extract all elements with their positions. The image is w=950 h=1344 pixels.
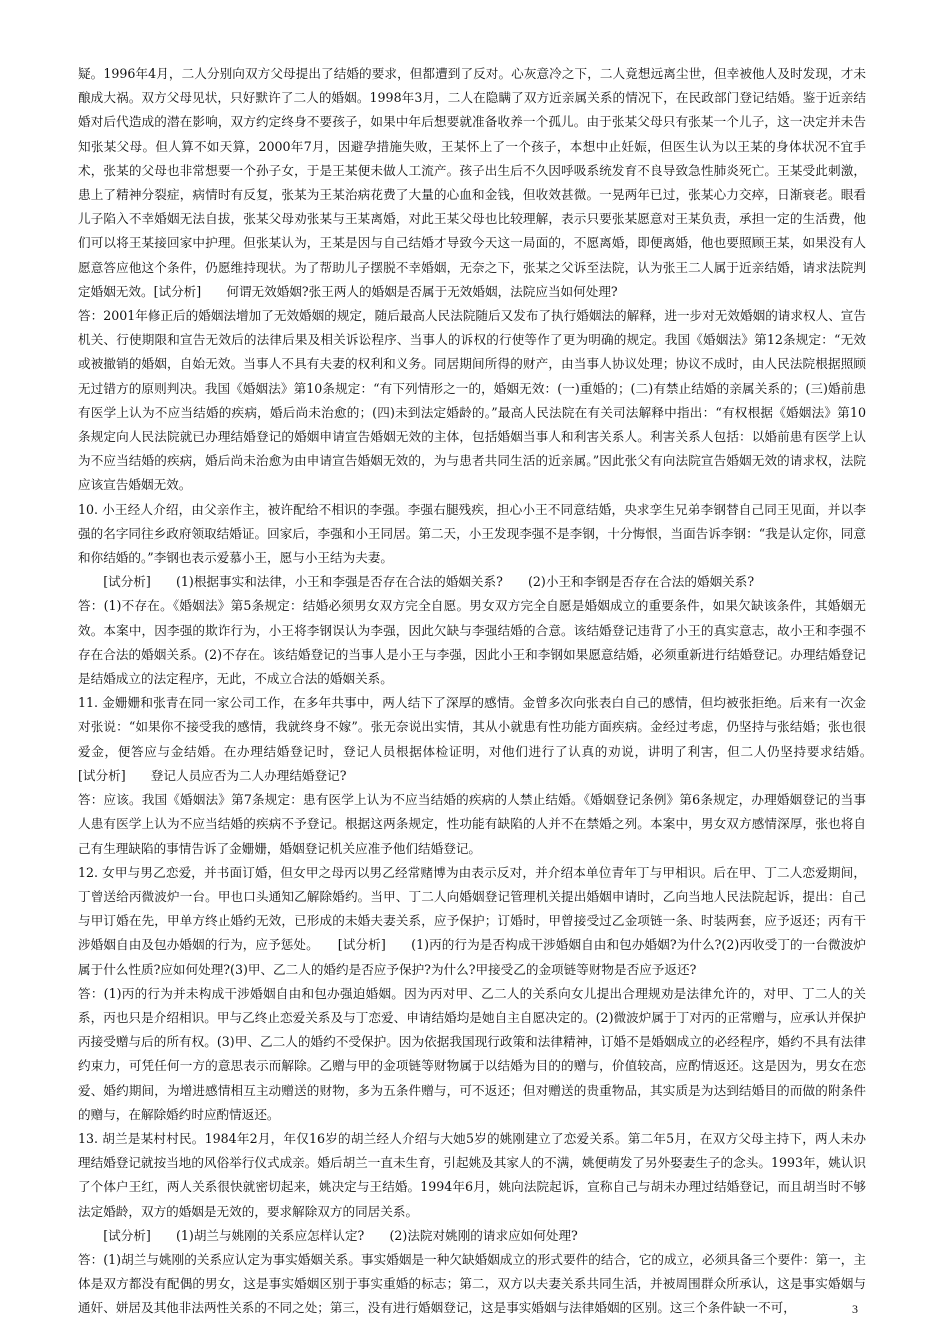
paragraph-case-9-fact-continued: 疑。1996年4月，二人分别向双方父母提出了结婚的要求，但都遭到了反对。心灰意冷之下，二人竟想远离尘世，但幸被他人及时发现，才未酿成大祸。双方父母见状，只好默许了二人的婚姻。1998年3月，二人在隐瞒了双方近亲属关系的情况下，在民政部门登记结婚。鉴于近亲结婚对后代造成的潜在影响，双方约定终身不要孩子，如果中年后想要就准备收养一个孤儿。由于张某父母只有张某一个儿子，这一决定并未告知张某父母。但人算不如天算，2000年7月，因避孕措施失败，王某怀上了一个孩子，本想中止妊娠，但医生认为以王某的身体状况不宜手术，张某的父母也非常想要一个孙子女，于是王某便未做人工流产。孩子出生后不久因呼吸系统发育不良导致急性肺炎死亡。王某受此刺激，患上了精神分裂症，病情时有反复，张某为王某治病花费了大量的心血和金钱，但收效甚微。一晃两年已过，张某心力交瘁，日渐衰老。眼看儿子陷入不幸婚姻无法自拔，张某父母劝张某与王某离婚，对此王某父母也比较理解，表示只要张某愿意对王某负责，承担一定的生活费，他们可以将王某接回家中护理。但张某认为，王某是因与自己结婚才导致今天这一局面的，不愿离婚，即便离婚，他也要照顾王某，如果没有人愿意答应他这个条件，仍愿维持现状。为了帮助儿子摆脱不幸婚姻，无奈之下，张某之父诉至法院，认为张王二人属于近亲结婚，请求法院判定婚姻无效。[试分析] 何谓无效婚姻?张王两人的婚姻是否属于无效婚姻，法院应当如何处理? [78, 66, 866, 299]
page-number: 3 [852, 1302, 858, 1316]
paragraph-case-13-fact: 13. 胡兰是某村村民。1984年2月，年仅16岁的胡兰经人介绍与大她5岁的姚刚建立了恋爱关系。第二年5月，在双方父母主持下，两人未办理结婚登记就按当地的风俗举行仪式成亲。婚后胡兰一直未生育，引起姚及其家人的不满，姚便萌发了另外娶妻生子的念头。1993年，姚认识了个体户王红，两人关系很快就密切起来，姚决定与王结婚。1994年6月，姚向法院起诉，宣称自己与胡未办理过结婚登记，而且胡当时不够法定婚龄，双方的婚姻是无效的，要求解除双方的同居关系。 [78, 1130, 866, 1219]
paragraph-case-12-answer: 答：(1)丙的行为并未构成干涉婚姻自由和包办强迫婚姻。因为丙对甲、乙二人的关系向女儿提出合理规劝是法律允许的，对甲、丁二人的关系，丙也只是介绍相识。甲与乙终止恋爱关系及与丁恋爱、申请结婚均是她自主自愿决定的。(2)微波炉属于丁对丙的正常赠与，应承认并保护丙接受赠与后的所有权。(3)甲、乙二人的婚约不受保护。因为依据我国现行政策和法律精神，订婚不是婚姻成立的必经程序，婚约不具有法律约束力，可凭任何一方的意思表示而解除。乙赠与甲的金项链等财物属于以结婚为目的的赠与，价值较高，应酌情返还。这是因为，男女在恋爱、婚约期间，为增进感情相互主动赠送的财物，多为五条件赠与，可不返还；但对赠送的贵重物品，其实质是为达到结婚目的而做的附条件的赠与，在解除婚约时应酌情返还。 [78, 985, 866, 1122]
paragraph-case-12-fact: 12. 女甲与男乙恋爱，并书面订婚，但女甲之母丙以男乙经常赌博为由表示反对，并介绍本单位青年丁与甲相识。后在甲、丁二人恋爱期间，丁曾送给丙微波炉一台。甲也口头通知乙解除婚约。当甲、丁二人向婚姻登记管理机关提出婚姻申请时，乙向当地人民法院起诉，提出：自己与甲订婚在先，甲单方终止婚约无效，已形成的未婚夫妻关系，应予保护；订婚时，甲曾接受过乙金项链一条、时装两套，应予返还；丙有干涉婚姻自由及包办婚姻的行为，应予惩处。 [试分析] (1)丙的行为是否构成干涉婚姻自由和包办婚姻?为什么?(2)丙收受丁的一台微波炉属于什么性质?应如何处理?(3)甲、乙二人的婚约是否应予保护?为什么?甲接受乙的金项链等财物是否应予返还? [78, 864, 866, 977]
paragraph-case-13-question: [试分析] (1)胡兰与姚刚的关系应怎样认定? (2)法院对姚刚的请求应如何处理? [103, 1227, 578, 1243]
paragraph-case-13-answer: 答：(1)胡兰与姚刚的关系应认定为事实婚姻关系。事实婚姻是一种欠缺婚姻成立的形式要件的结合，它的成立，必须具备三个要件：第一，主体是双方都没有配偶的男女，这是事实婚姻区别于事实重婚的标志；第二，双方以夫妻关系共同生活，并被周围群众所承认，这是事实婚姻与通奸、姘居及其他非法两性关系的不同之处；第三，没有进行婚姻登记，这是事实婚姻与法律婚姻的区别。这三个条件缺一不可， [78, 1251, 866, 1316]
paragraph-case-10-question: [试分析] (1)根据事实和法律，小王和李强是否存在合法的婚姻关系? (2)小王和李钢是否存在合法的婚姻关系? [103, 574, 755, 590]
paragraph-case-11-answer: 答：应该。我国《婚姻法》第7条规定：患有医学上认为不应当结婚的疾病的人禁止结婚。《婚姻登记条例》第6条规定，办理婚姻登记的当事人患有医学上认为不应当结婚的疾病不予登记。根据这两条规定，性功能有缺陷的人并不在禁婚之列。本案中，男女双方感情深厚，张也将自己有生理缺陷的事情告诉了金姗姗，婚姻登记机关应准予他们结婚登记。 [78, 792, 866, 856]
paragraph-case-11-fact: 11. 金姗姗和张青在同一家公司工作，在多年共事中，两人结下了深厚的感情。金曾多次向张表白自己的感情，但均被张拒绝。后来有一次金对张说：“如果你不接受我的感情，我就终身不嫁”。张无奈说出实情，其从小就患有性功能方面疾病。金经过考虑，仍坚持与张结婚；张也很爱金，便答应与金结婚。在办理结婚登记时，登记人员根据体检证明，对他们进行了认真的劝说，讲明了利害，但二人仍坚持要求结婚。 [试分析] 登记人员应否为二人办理结婚登记? [78, 695, 892, 783]
paragraph-case-10-fact: 10. 小王经人介绍，由父亲作主，被许配给不相识的李强。李强右腿残疾，担心小王不同意结婚，央求孪生兄弟李钢替自己同王见面，并以李强的名字同往乡政府领取结婚证。回家后，李强和小王同居。第二天，小王发现李强不是李钢，十分悔恨，当面告诉李钢：“我是认定你，同意和你结婚的。”李钢也表示爱慕小王，愿与小王结为夫妻。 [78, 501, 866, 566]
paragraph-case-9-answer: 答：2001年修正后的婚姻法增加了无效婚姻的规定，随后最高人民法院随后又发布了执行婚姻法的解释，进一步对无效婚姻的请求权人、宣告机关、行使期限和宣告无效后的法律后果及相关诉讼程序、当事人的诉权的行使等作了更为明确的规定。我国《婚姻法》第12条规定：“无效或被撤销的婚姻，自始无效。当事人不具有夫妻的权利和义务。同居期间所得的财产，由当事人协议处理；协议不成时，由人民法院根据照顾无过错方的原则判决。我国《婚姻法》第10条规定：“有下列情形之一的，婚姻无效：(一)重婚的；(二)有禁止结婚的亲属关系的；(三)婚前患有医学上认为不应当结婚的疾病，婚后尚未治愈的；(四)未到法定婚龄的。”最高人民法院在有关司法解释中指出：“有权根据《婚姻法》第10条规定向人民法院就已办理结婚登记的婚姻申请宣告婚姻无效的主体，包括婚姻当事人和利害关系人。利害关系人包括：以婚前患有医学上认为不应当结婚的疾病，婚后尚未治愈为由申请宣告婚姻无效的，为与患者共同生活的近亲属。”因此张父有向法院宣告婚姻无效的请求权，法院应该宣告婚姻无效。 [78, 308, 866, 493]
document-body [78, 62, 892, 1321]
paragraph-case-10-answer: 答：(1)不存在。《婚姻法》第5条规定：结婚必须男女双方完全自愿。男女双方完全自愿是婚姻成立的重要条件，如果欠缺该条件，其婚姻无效。本案中，因李强的欺诈行为，小王将李钢误认为李强，因此欠缺与李强结婚的合意。该结婚登记违背了小王的真实意志，故小王和李强不存在合法的婚姻关系。(2)不存在。该结婚登记的当事人是小王与李强，因此小王和李钢如果愿意结婚，必须重新进行结婚登记。办理结婚登记是结婚成立的法定程序，无此，不成立合法的婚姻关系。 [78, 598, 866, 687]
